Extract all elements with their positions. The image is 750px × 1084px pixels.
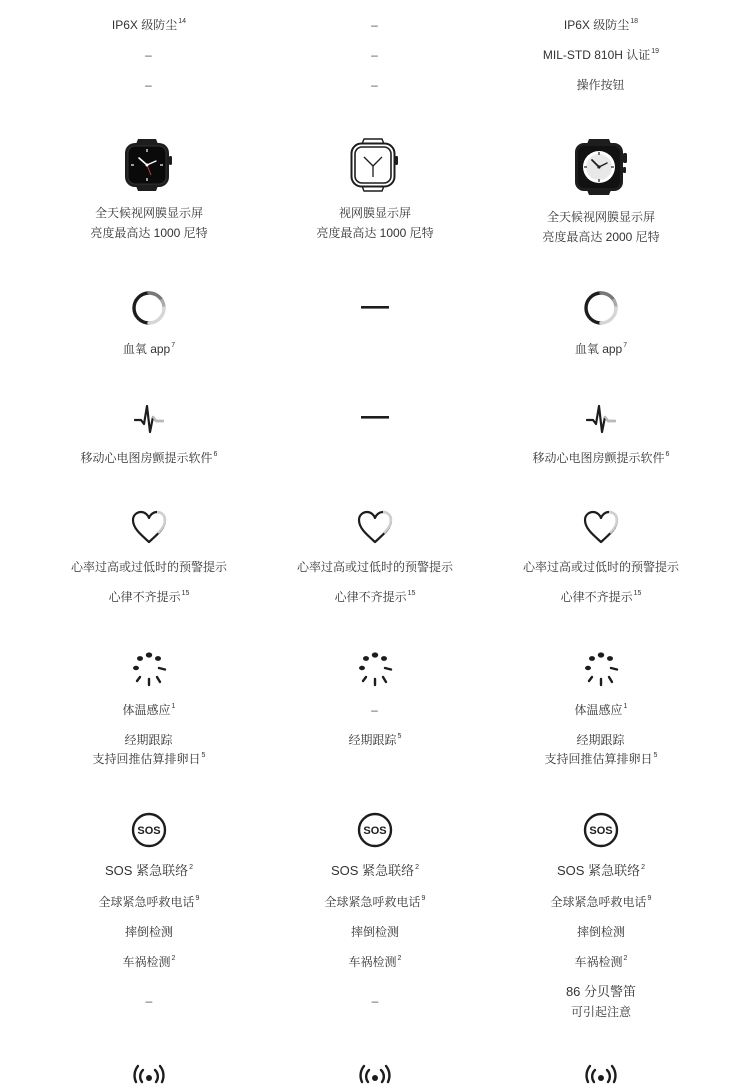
sos-icon: [357, 812, 393, 848]
display-brightness: 亮度最高达 1000 尼特: [90, 226, 208, 240]
heart-rate-alert: 心率过高或过低时的预警提示: [522, 560, 679, 574]
siren-label: 86 分贝警笛: [565, 984, 637, 999]
temperature-sensing-icon: [131, 651, 167, 687]
ecg-icon: [586, 400, 616, 436]
crash-detection-label: 车祸检测$^2$: [348, 955, 402, 969]
fall-detection-label: 摔倒检测: [350, 925, 399, 939]
international-emergency-label: 全球紧急呼救电话$^9$: [324, 895, 426, 909]
sos-icon-label: SOS: [363, 825, 387, 837]
crash-detection-label: 车祸检测$^2$: [574, 955, 628, 969]
model-column-1: [34, 0, 264, 1078]
dust-resistance: IP6X 级防尘$^{14}$: [111, 18, 187, 32]
temperature-sensing-label: 体温感应$^1$: [122, 703, 176, 717]
blood-oxygen-icon: [131, 290, 167, 326]
heart-icon: [130, 509, 168, 545]
cellular-signal-icon: [355, 1064, 395, 1084]
ecg-icon: [134, 400, 164, 436]
watch-series-icon: [124, 137, 174, 193]
ecg-label: [260, 449, 490, 467]
watch-ultra-icon: [574, 137, 628, 197]
display-brightness: 亮度最高达 1000 尼特: [316, 226, 434, 240]
temperature-sensing-label: 体温感应$^1$: [574, 703, 628, 717]
irregular-rhythm-label: 心律不齐提示$^{15}$: [560, 590, 642, 604]
sos-emergency-label: SOS 紧急联络$^2$: [331, 863, 419, 878]
dust-resistance: IP6X 级防尘$^{18}$: [563, 18, 639, 32]
cycle-tracking-label: 经期跟踪: [576, 733, 625, 747]
siren-label: –: [371, 994, 379, 1008]
sos-icon-label: SOS: [137, 825, 161, 837]
ovulation-estimate-label: [260, 750, 490, 768]
irregular-rhythm-label: 心律不齐提示$^{15}$: [108, 590, 190, 604]
ecg-label: 移动心电图房颤提示软件$^6$: [532, 451, 670, 465]
blood-oxygen-label: 血氧 app$^7$: [574, 342, 628, 356]
heart-rate-alert: 心率过高或过低时的预警提示: [70, 560, 227, 574]
durability-feature: MIL-STD 810H 认证$^{19}$: [542, 48, 660, 62]
model-column-3: [486, 0, 716, 1078]
blood-oxygen-icon: [583, 290, 619, 326]
heart-rate-alert: 心率过高或过低时的预警提示: [296, 560, 453, 574]
blood-oxygen-label: [260, 340, 490, 358]
cellular-signal-icon: [129, 1064, 169, 1084]
siren-description: 可引起注意: [570, 1005, 631, 1019]
action-button-feature: –: [371, 78, 378, 92]
dust-resistance: –: [371, 18, 378, 32]
crash-detection-label: 车祸检测$^2$: [122, 955, 176, 969]
display-type: 视网膜显示屏: [338, 206, 411, 220]
ecg-label: 移动心电图房颤提示软件$^6$: [80, 451, 218, 465]
heart-icon: [356, 509, 394, 545]
heart-icon: [582, 509, 620, 545]
watch-se-icon: [350, 137, 400, 193]
display-type: 全天候视网膜显示屏: [94, 206, 203, 220]
cycle-tracking-label: 经期跟踪$^5$: [348, 733, 402, 747]
action-button-feature: 操作按钮: [576, 78, 625, 92]
siren-label: –: [145, 994, 153, 1008]
international-emergency-label: 全球紧急呼救电话$^9$: [550, 895, 652, 909]
cycle-tracking-label: 经期跟踪: [124, 733, 173, 747]
action-button-feature: –: [145, 78, 152, 92]
irregular-rhythm-label: 心律不齐提示$^{15}$: [334, 590, 416, 604]
ovulation-estimate-label: 支持回推估算排卵日$^5$: [544, 752, 658, 766]
sos-icon: [131, 812, 167, 848]
cellular-signal-icon: [581, 1064, 621, 1084]
sos-icon: [583, 812, 619, 848]
temperature-sensing-label: –: [371, 703, 378, 717]
international-emergency-label: 全球紧急呼救电话$^9$: [98, 895, 200, 909]
durability-feature: –: [145, 48, 152, 62]
not-available-dash-icon: [361, 306, 389, 310]
display-type: 全天候视网膜显示屏: [546, 210, 655, 224]
sos-emergency-label: SOS 紧急联络$^2$: [557, 863, 645, 878]
sos-icon-label: SOS: [589, 825, 613, 837]
not-available-dash-icon: [361, 416, 389, 420]
fall-detection-label: 摔倒检测: [576, 925, 625, 939]
durability-feature: –: [371, 48, 378, 62]
fall-detection-label: 摔倒检测: [124, 925, 173, 939]
blood-oxygen-label: 血氧 app$^7$: [122, 342, 176, 356]
sos-emergency-label: SOS 紧急联络$^2$: [105, 863, 193, 878]
temperature-sensing-icon: [357, 651, 393, 687]
temperature-sensing-icon: [583, 651, 619, 687]
display-brightness: 亮度最高达 2000 尼特: [542, 230, 660, 244]
ovulation-estimate-label: 支持回推估算排卵日$^5$: [92, 752, 206, 766]
model-column-2: [260, 0, 490, 1078]
